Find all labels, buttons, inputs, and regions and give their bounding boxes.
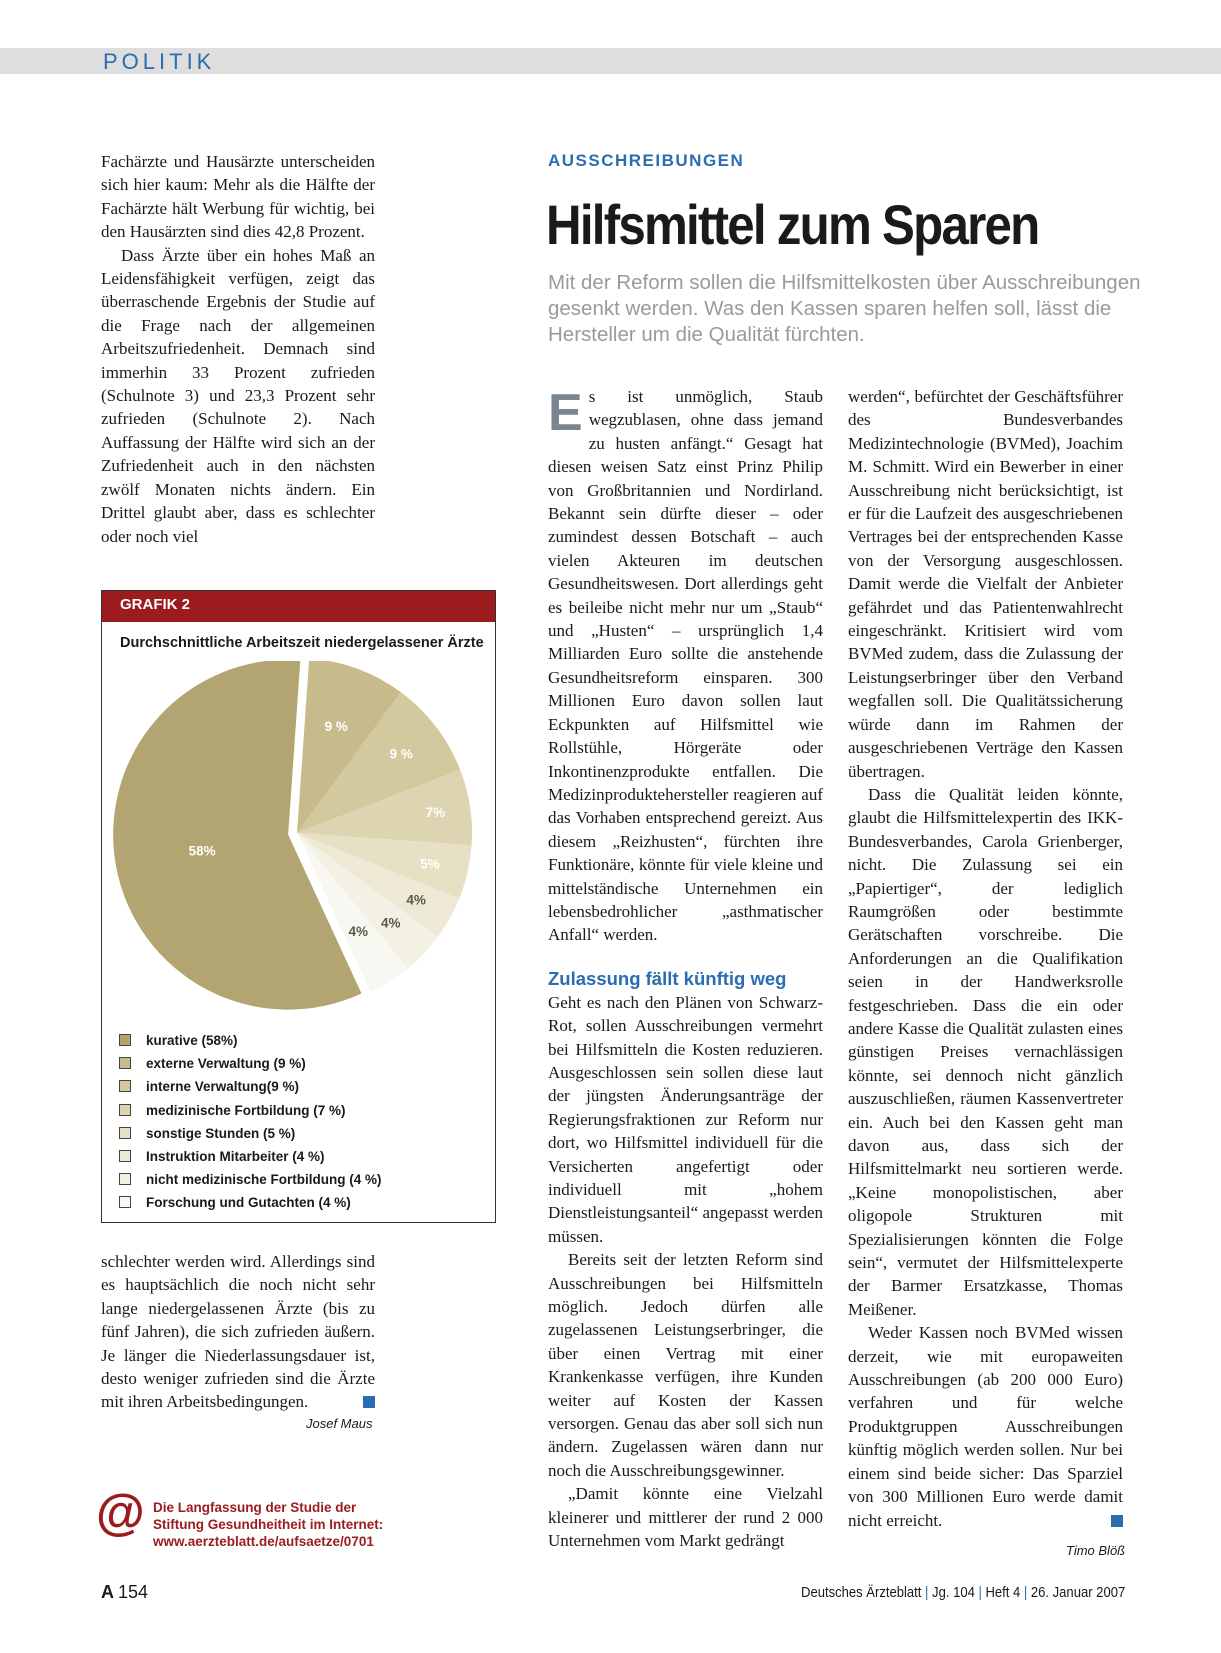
web-note <box>153 1499 383 1550</box>
article-paragraph: Weder Kassen noch BVMed wissen derzeit, wie mit europaweiten Ausschreibungen (ab 200 000 Euro) verfahren und für welche Produktgruppen Ausschreibungen künftig möglich werden sollen. Nur bei einem sind beide sicher: Das Sparziel von 300 Millionen Euro werde damit nicht erreicht. <box>848 1323 1123 1530</box>
article-column-1 <box>548 385 823 1553</box>
legend-item <box>119 1075 382 1098</box>
journal-name: Deutsches Ärzteblatt <box>800 1585 922 1601</box>
article-subheading: Zulassung fällt künftig weg <box>548 967 787 989</box>
web-note-line: Die Langfassung der Studie der <box>153 1500 357 1515</box>
legend-item <box>119 1052 382 1075</box>
legend-swatch <box>119 1173 131 1185</box>
left-paragraph: schlechter werden wird. Allerdings sind es hauptsächlich die noch nicht sehr lange niedergelassenen Ärzte (bis zu fünf Jahren), die sich zufrieden äußern. Je länger die Niederlassungsdauer ist, desto weniger zufrieden sind die Ärzte mit ihren Arbeitsbedingungen. <box>101 1252 375 1412</box>
article-paragraph: Dass die Qualität leiden könnte, glaubt die Hilfsmittelexpertin des IKK-Bundesverbandes, Carola Grienberger, nicht. Die Zulassung sei ein „Papiertiger“, der lediglich Raumgrößen oder bestimmte Gerätschaften vorschreibe. Die Anforderungen an die Qualifikation seien in der Handwerksrolle festgeschrieben. Dass die ein oder andere Kasse die Qualität zulasten eines günstigen Preises vernachlässigen könnte, sei dennoch nicht gänzlich auszuschließen, räumen Kassenvertreter ein. Auch bei den Kassen geht man davon aus, dass sich der Hilfsmittelmarkt neu sortieren werde. „Keine monopolistischen, aber oligopole Strukturen mit Spezialisierungen könnten die Folge sein“, vermutet der Hilfsmittelexperte der Barmer Ersatzkasse, Thomas Meißener. <box>848 784 1123 1319</box>
article-kicker: AUSSCHREIBUNGEN <box>548 151 745 170</box>
chart-header <box>102 591 495 622</box>
chart-legend <box>119 1029 382 1215</box>
left-article-bottom <box>101 1250 375 1414</box>
journal-footer: Deutsches Ärzteblatt | Jg. 104 | Heft 4 | 26. Januar 2007 <box>800 1585 1125 1601</box>
legend-item <box>119 1029 382 1052</box>
web-note-line: Stiftung Gesundheitheit im Internet: <box>153 1517 384 1532</box>
pie-chart <box>102 661 495 1021</box>
article-column-2 <box>848 385 1123 1532</box>
pie-slice-label: 4% <box>348 923 368 939</box>
legend-label: nicht medizinische Fortbildung (4 %) <box>146 1172 382 1188</box>
legend-label: Forschung und Gutachten (4 %) <box>146 1195 351 1211</box>
article-subhead: Mit der Reform sollen die Hilfsmittelkosten über Ausschreibungen gesenkt werden. Was den Kassen sparen helfen soll, lässt die Hersteller um die Qualität fürchten. <box>548 271 1141 346</box>
article-headline: Hilfsmittel zum Sparen <box>546 193 1039 256</box>
legend-label: Instruktion Mitarbeiter (4 %) <box>146 1148 325 1164</box>
legend-swatch <box>119 1196 131 1208</box>
journal-date: 26. Januar 2007 <box>1030 1585 1125 1601</box>
legend-label: kurative (58%) <box>146 1033 238 1048</box>
legend-swatch <box>119 1104 131 1116</box>
end-mark-icon <box>363 1396 375 1408</box>
chart-box <box>101 590 496 1223</box>
legend-label: sonstige Stunden (5 %) <box>146 1125 296 1141</box>
article-paragraph: „Damit könnte eine Vielzahl kleinerer und mittlerer der rund 2 000 Unternehmen vom Markt gedrängt <box>548 1484 823 1551</box>
chart-title: Durchschnittliche Arbeitszeit niedergelassener Ärzte <box>120 635 484 651</box>
pie-slice-label: 7% <box>425 805 446 821</box>
article-paragraph: werden“, befürchtet der Geschäftsführer des Bundesverbandes Medizintechnologie (BVMed), Joachim M. Schmitt. Wird ein Bewerber in einer Ausschreibung nicht berücksichtigt, ist er für die Laufzeit des ausgeschriebenen Vertrages bei der entsprechenden Kasse von der Versorgung ausgeschlossen. Damit werde die Vielfalt der Anbieter gefährdet und das Patientenwahlrecht eingeschränkt. Kritisiert wird vom BVMed zudem, dass die Zulassung der Leistungserbringer über den Verband wegfallen soll. Die Qualitätssicherung würde dann im Rahmen der ausgeschriebenen Verträge den Kassen übertragen. <box>848 387 1123 781</box>
pie-slice-label: 9 % <box>324 719 348 735</box>
article-paragraph: Es ist unmöglich, Staub wegzublasen, ohne dass jemand zu husten anfängt.“ Gesagt hat diesen weisen Satz einst Prinz Philip von Großbritannien und Nordirland. Bekannt sein dürfte dieser – oder zumindest dessen Botschaft – auch vielen Akteuren im deutschen Gesundheitswesen. Dort allerdings geht es beileibe nicht mehr nur um „Staub“ und „Husten“ – ursprünglich 1,4 Milliarden Euro sollte die anstehende Gesundheitsreform einsparen. 300 Millionen Euro davon sollen laut Eckpunkten auf Hilfsmittel wie Rollstühle, Hörgeräte oder Inkontinenzprodukte entfallen. Die Medizinproduktehersteller reagieren auf das Vorhaben entsprechend gereizt. Aus diesem „Reizhusten“, fürchten ihre Funktionäre, könnte für viele kleine und mittelständische Unternehmen ein lebensbedrohlicher „asthmatischer Anfall“ werden. <box>548 384 823 945</box>
legend-label: medizinische Fortbildung (7 %) <box>146 1102 346 1118</box>
left-article-top <box>101 150 375 548</box>
article-paragraph: Geht es nach den Plänen von Schwarz-Rot, sollen Ausschreibungen vermehrt bei Hilfsmitteln die Kosten reduzieren. Ausgeschlossen sein sollen diese laut der jüngsten Änderungsanträge der Regierungsfraktionen zur Reform nur dort, wo Hilfsmittel individuell für die Versicherten angefertigt oder individuell mit „hohem Dienstleistungsanteil“ angepasst werden müssen. <box>548 992 823 1246</box>
legend-swatch <box>119 1080 131 1092</box>
legend-item <box>119 1122 382 1145</box>
at-sign-icon: @ <box>96 1484 145 1540</box>
end-mark-icon <box>1111 1515 1123 1527</box>
pie-slice-label: 4% <box>381 915 401 931</box>
journal-volume: Jg. 104 <box>931 1585 975 1601</box>
legend-item <box>119 1145 382 1168</box>
web-note-link[interactable]: www.aerzteblatt.de/aufsaetze/0701 <box>153 1534 374 1549</box>
drop-cap: E <box>548 384 583 442</box>
legend-label: interne Verwaltung(9 %) <box>146 1079 300 1095</box>
legend-swatch <box>119 1127 131 1139</box>
legend-swatch <box>119 1150 131 1162</box>
author-right: Timo Blöß <box>1066 1543 1126 1558</box>
legend-label: externe Verwaltung (9 %) <box>146 1056 306 1072</box>
section-label: POLITIK <box>103 49 216 74</box>
author-left: Josef Maus <box>306 1416 373 1431</box>
left-paragraph: Fachärzte und Hausärzte unterscheiden sich hier kaum: Mehr als die Hälfte der Fachärzte hält Werbung für wichtig, bei den Hausärzten sind dies 42,8 Prozent. <box>101 152 375 242</box>
left-paragraph: Dass Ärzte über ein hohes Maß an Leidensfähigkeit verfügen, zeigt das überraschende Ergebnis der Studie auf die Frage nach der allgemeinen Arbeitszufriedenheit. Demnach sind immerhin 33 Prozent zufrieden (Schulnote 3) und 23,3 Prozent sehr zufrieden (Schulnote 2). Nach Auffassung der Hälfte wird sich an der Zufriedenheit auch in den nächsten zwölf Monaten nichts ändern. Ein Drittel glaubt aber, dass es schlechter oder noch viel <box>101 245 375 546</box>
chart-label: GRAFIK 2 <box>120 596 191 613</box>
article-paragraph: Bereits seit der letzten Reform sind Ausschreibungen bei Hilfsmitteln möglich. Jedoch dürfen alle zugelassenen Leistungserbringer, die über einen Vertrag mit einer Krankenkasse verfügen, ihre Kunden weiter auf Kosten der Kassen versorgen. Genau das aber soll sich nun ändern. Zugelassen wären dann nur noch die Ausschreibungsgewinner. <box>548 1250 823 1480</box>
pie-slice-label: 58% <box>188 843 216 859</box>
legend-item <box>119 1168 382 1191</box>
pie-slice-label: 4% <box>406 892 426 908</box>
legend-swatch <box>119 1057 131 1069</box>
page-number: A 154 <box>101 1582 149 1602</box>
legend-item <box>119 1099 382 1122</box>
legend-item <box>119 1191 382 1214</box>
legend-swatch <box>119 1034 131 1046</box>
pie-slice-label: 9 % <box>389 746 413 762</box>
pie-slice-label: 5% <box>420 856 440 872</box>
journal-issue: Heft 4 <box>985 1585 1021 1601</box>
